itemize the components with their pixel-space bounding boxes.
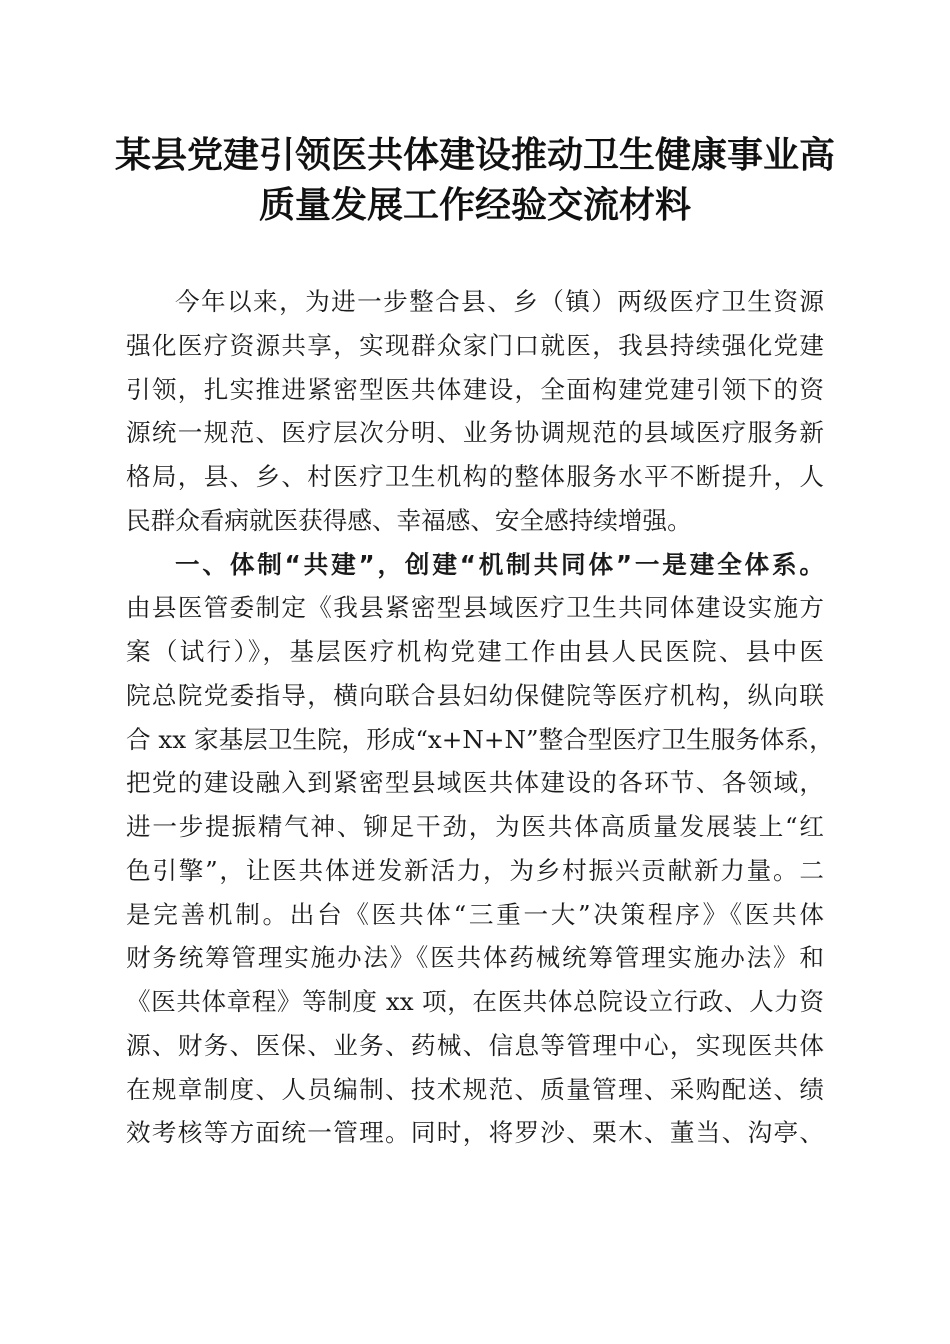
intro-line-2: 强化医疗资源共享，实现群众家门口就医，我县持续强化党建 [126, 330, 824, 360]
section-1-line-6: 进一步提振精气神、铆足干劲，为医共体高质量发展装上“红 [126, 812, 824, 841]
title-line-1: 某县党建引领医共体建设推动卫生健康事业高 [114, 134, 835, 176]
section-1-subheading: 一是建全体系。 [632, 549, 824, 579]
intro-line-1: 今年以来，为进一步整合县、乡（镇）两级医疗卫生资源 [175, 287, 824, 316]
intro-line-3: 引领，扎实推进紧密型医共体建设，全面构建党建引领下的资 [126, 374, 824, 404]
document-title [100, 130, 850, 230]
section-1-heading-line [126, 543, 824, 587]
section-1-line-3: 院总院党委指导，横向联合县妇幼保健院等医疗机构，纵向联 [126, 680, 824, 710]
section-1-line-9: 财务统筹管理实施办法》《医共体药械统筹管理实施办法》和 [126, 943, 824, 973]
intro-line-4: 源统一规范、医疗层次分明、业务协调规范的县域医疗服务新 [126, 418, 824, 448]
section-1-line-11: 源、财务、医保、业务、药械、信息等管理中心，实现医共体 [126, 1030, 824, 1060]
section-1-line-2: 案（试行）》，基层医疗机构党建工作由县人民医院、县中医 [126, 637, 824, 666]
intro-line-5: 格局，县、乡、村医疗卫生机构的整体服务水平不断提升，人 [126, 462, 824, 491]
section-1-line-1: 由县医管委制定《我县紧密型县域医疗卫生共同体建设实施方 [126, 593, 824, 623]
section-1-line-8: 是完善机制。出台《医共体“三重一大”决策程序》《医共体 [126, 899, 824, 929]
section-1-line-5: 把党的建设融入到紧密型县域医共体建设的各环节、各领域， [126, 768, 824, 798]
section-1-line-13: 效考核等方面统一管理。同时，将罗沙、栗木、董当、沟亭、 [126, 1118, 824, 1148]
section-1-line-10: 《医共体章程》等制度 xx 项，在医共体总院设立行政、人力资 [126, 987, 824, 1016]
document-body [126, 280, 834, 1155]
intro-line-6: 民群众看病就医获得感、幸福感、安全感持续增强。 [126, 505, 692, 535]
section-1-heading: 一、体制“共建”，创建“机制共同体” [175, 549, 633, 579]
title-line-2: 质量发展工作经验交流材料 [258, 184, 691, 226]
section-1-line-7: 色引擎”，让医共体迸发新活力，为乡村振兴贡献新力量。二 [126, 855, 824, 885]
section-1-line-4: 合 xx 家基层卫生院，形成“x+N+N”整合型医疗卫生服务体系， [126, 724, 834, 754]
section-1-line-12: 在规章制度、人员编制、技术规范、质量管理、采购配送、绩 [126, 1074, 824, 1104]
